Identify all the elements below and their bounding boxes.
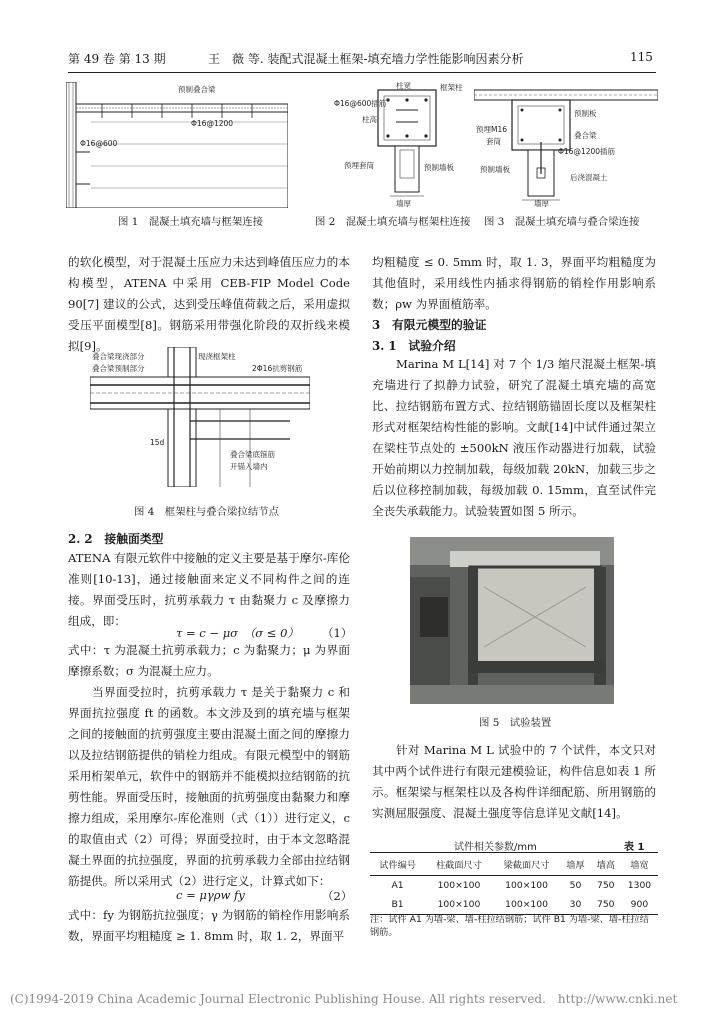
table-header-cell: 墙厚 <box>566 860 585 871</box>
fig1-caption: 图 1 混凝土填充墙与框架连接 <box>118 216 263 228</box>
left-para-1: 的软化模型，对于混凝土压应力未达到峰值压应力的本构模型，ATENA 中采用 CEB-FIP Model Code 90[7] 建议的公式，达到受压峰值荷载之后，采用虚拟受压平面模型[8]。钢筋采用带强化阶段的双折线来模拟[9]。 <box>68 255 350 353</box>
figure-1 <box>66 82 288 208</box>
table-1 <box>370 852 658 915</box>
table-cell: 100×100 <box>437 880 481 891</box>
table-cell: 100×100 <box>437 899 481 910</box>
table-cell: 750 <box>596 899 615 910</box>
table-header-cell: 墙宽 <box>630 860 649 871</box>
fig4-label-2: 叠合梁预制部分 <box>92 364 145 373</box>
right-para-2: Marina M L[14] 对 7 个 1/3 缩尺混凝土框架-填充墙进行了拟静力试验，研究了混凝土填充墙的高宽比、拉结钢筋布置方式、拉结钢筋锚固长度以及框架柱形式对框架结构性能的影响。文献[14]中试件通过架立在梁柱节点处的 ±500kN 液压作动器进行加载，试验开始前期以力控制加载，每级加载 20kN，加载三步之后以位移控制加载，每级加载 0. 15mm，直至试件完全丧失承载能力。试验装置如图 5 所示。 <box>372 357 656 518</box>
fig4-label-4: 2Φ16抗剪钢筋 <box>252 364 303 373</box>
fig3-label-composite-beam: 叠合梁 <box>574 131 597 140</box>
table-header-cell: 柱截面尺寸 <box>435 860 482 871</box>
fig4-label-6: 开锚入墙内 <box>230 462 268 471</box>
left-para-5: 式中：fy 为钢筋抗拉强度；γ 为钢筋的销栓作用影响系数，界面平均粗糙度 ≥ 1. 8mm 时，取 1. 2，界面平 <box>68 908 350 943</box>
equation-2: c = μγρw fy <box>176 888 245 902</box>
table-cell: A1 <box>391 880 404 891</box>
table-row <box>370 895 658 915</box>
copyright-footer: (C)1994-2019 China Academic Journal Electronic Publishing House. All rights reserved. http://www.cnki.net <box>10 992 678 1006</box>
table-header-cell: 墙高 <box>596 860 615 871</box>
fig3-label-wall-thk: 墙厚 <box>534 199 549 208</box>
fig4-label-1: 叠合梁现浇部分 <box>92 352 145 361</box>
fig4-label-7: 15d <box>150 438 165 447</box>
figure-2 <box>300 82 470 208</box>
table-1-note: 注：试件 A1 为墙-梁、墙-柱拉结钢筋；试件 B1 为墙-梁、墙-柱拉结钢筋。 <box>370 914 649 938</box>
fig3-label-precast-wall: 预制墙板 <box>480 165 510 174</box>
figure-4 <box>90 347 310 487</box>
table-cell: B1 <box>391 899 404 910</box>
table-cell: 30 <box>569 899 582 910</box>
fig4-caption: 图 4 框架柱与叠合梁拉结节点 <box>134 506 279 518</box>
table-row <box>370 876 658 896</box>
fig2-label-precast-wall: 预制墙板 <box>424 163 454 172</box>
fig2-label-col-depth: 柱高 <box>362 115 377 124</box>
fig3-label-precast-slab: 预制板 <box>574 109 597 118</box>
fig2-label-rebar: Φ16@600插筋 <box>334 99 387 108</box>
table-header-cell: 试件编号 <box>379 860 416 871</box>
fig3-label-rebar-1200: Φ16@1200插筋 <box>558 147 616 156</box>
fig2-label-sleeve: 预埋套筒 <box>344 161 374 170</box>
equation-1: τ = c − μσ （σ ≤ 0） <box>176 626 299 640</box>
table-header-row <box>370 853 658 876</box>
fig1-label-slab: 预制叠合梁 <box>178 85 216 94</box>
fig1-label-rebar-600: Φ16@600 <box>80 139 118 148</box>
table-1-label: 表 1 <box>624 842 645 853</box>
fig2-label-frame-col: 框架柱 <box>440 83 463 92</box>
fig2-label-column: 柱宽 <box>396 82 411 90</box>
header-rule <box>68 72 656 73</box>
table-cell: 50 <box>569 880 582 891</box>
left-para-4: 当界面受拉时，抗剪承载力 τ 是关于黏聚力 c 和界面抗拉强度 ft 的函数。本文涉及到的填充墙与框架之间的接触面的抗剪强度主要由混凝土面之间的摩擦力以及拉结钢筋提供的销栓力组成。有限元模型中的钢筋采用桁架单元，软件中的钢筋并不能模拟拉结钢筋的抗剪性能。界面受压时，接触面的抗剪强度由黏聚力和摩擦力组成，采用摩尔-库伦准则（式（1））进行定义，c 的取值由式（2）可得；界面受拉时，由于本文忽略混凝土界面的抗拉强度，界面的抗剪承载力全部由拉结钢筋提供。所以采用式（2）进行定义，计算式如下： <box>68 685 350 888</box>
fig1-label-rebar-1200: Φ16@1200 <box>191 119 234 128</box>
equation-2-number: （2） <box>322 889 353 903</box>
left-para-3: 式中：τ 为混凝土抗剪承载力；c 为黏聚力；μ 为界面摩擦系数；σ 为混凝土应力。 <box>68 643 350 678</box>
section-3-1: 3. 1 试验介绍 <box>372 339 456 353</box>
right-para-1: 均粗糙度 ≤ 0. 5mm 时，取 1. 3，界面平均粗糙度为其他值时，采用线性内插求得钢筋的销栓作用影响系数；ρw 为界面植筋率。 <box>372 255 656 311</box>
fig4-label-3: 现浇框架柱 <box>198 352 236 361</box>
journal-issue: 第 49 卷 第 13 期 <box>68 52 166 66</box>
table-header-cell: 梁截面尺寸 <box>503 860 550 871</box>
fig2-label-wall-thk: 墙厚 <box>396 199 411 208</box>
fig5-photo <box>410 537 614 704</box>
section-3: 3 有限元模型的验证 <box>372 318 487 332</box>
fig3-caption: 图 3 混凝土填充墙与叠合梁连接 <box>484 216 640 228</box>
fig3-label-sleeve: 套筒 <box>486 137 501 146</box>
table-cell: 900 <box>630 899 649 910</box>
table-cell: 1300 <box>627 880 652 891</box>
fig3-label-grout: 后浇混凝土 <box>570 173 608 182</box>
left-para-2: ATENA 有限元软件中接触的定义主要是基于摩尔-库伦准则[10-13]，通过接触面来定义不同构件之间的连接。界面受压时，抗剪承载力 τ 由黏聚力 c 及摩擦力组成，即： <box>68 551 350 628</box>
right-para-3: 针对 Marina M L 试验中的 7 个试件，本文只对其中两个试件进行有限元建模验证，构件信息如表 1 所示。框架梁与框架柱以及各构件详细配筋、所用钢筋的实测屈服强度、混凝土强度等信息详见文献[14]。 <box>372 743 656 820</box>
running-title: 王 薇 等. 装配式混凝土框架-填充墙力学性能影响因素分析 <box>208 52 524 66</box>
page-number: 115 <box>630 50 653 64</box>
fig2-caption: 图 2 混凝土填充墙与框架柱连接 <box>315 216 471 228</box>
table-cell: 100×100 <box>505 880 548 891</box>
test-setup-photo-icon <box>410 537 614 704</box>
table-cell: 750 <box>596 880 615 891</box>
table-cell: 100×100 <box>505 899 548 910</box>
fig4-label-5: 叠合梁底箍筋 <box>230 450 275 459</box>
table-1-title: 试件相关参数/mm <box>454 842 537 853</box>
equation-1-number: （1） <box>322 626 353 640</box>
figure-3 <box>474 82 658 208</box>
fig5-caption: 图 5 试验装置 <box>479 717 552 729</box>
fig3-label-embedded-m16: 预埋M16 <box>476 125 508 134</box>
section-2-2: 2. 2 接触面类型 <box>68 532 164 546</box>
